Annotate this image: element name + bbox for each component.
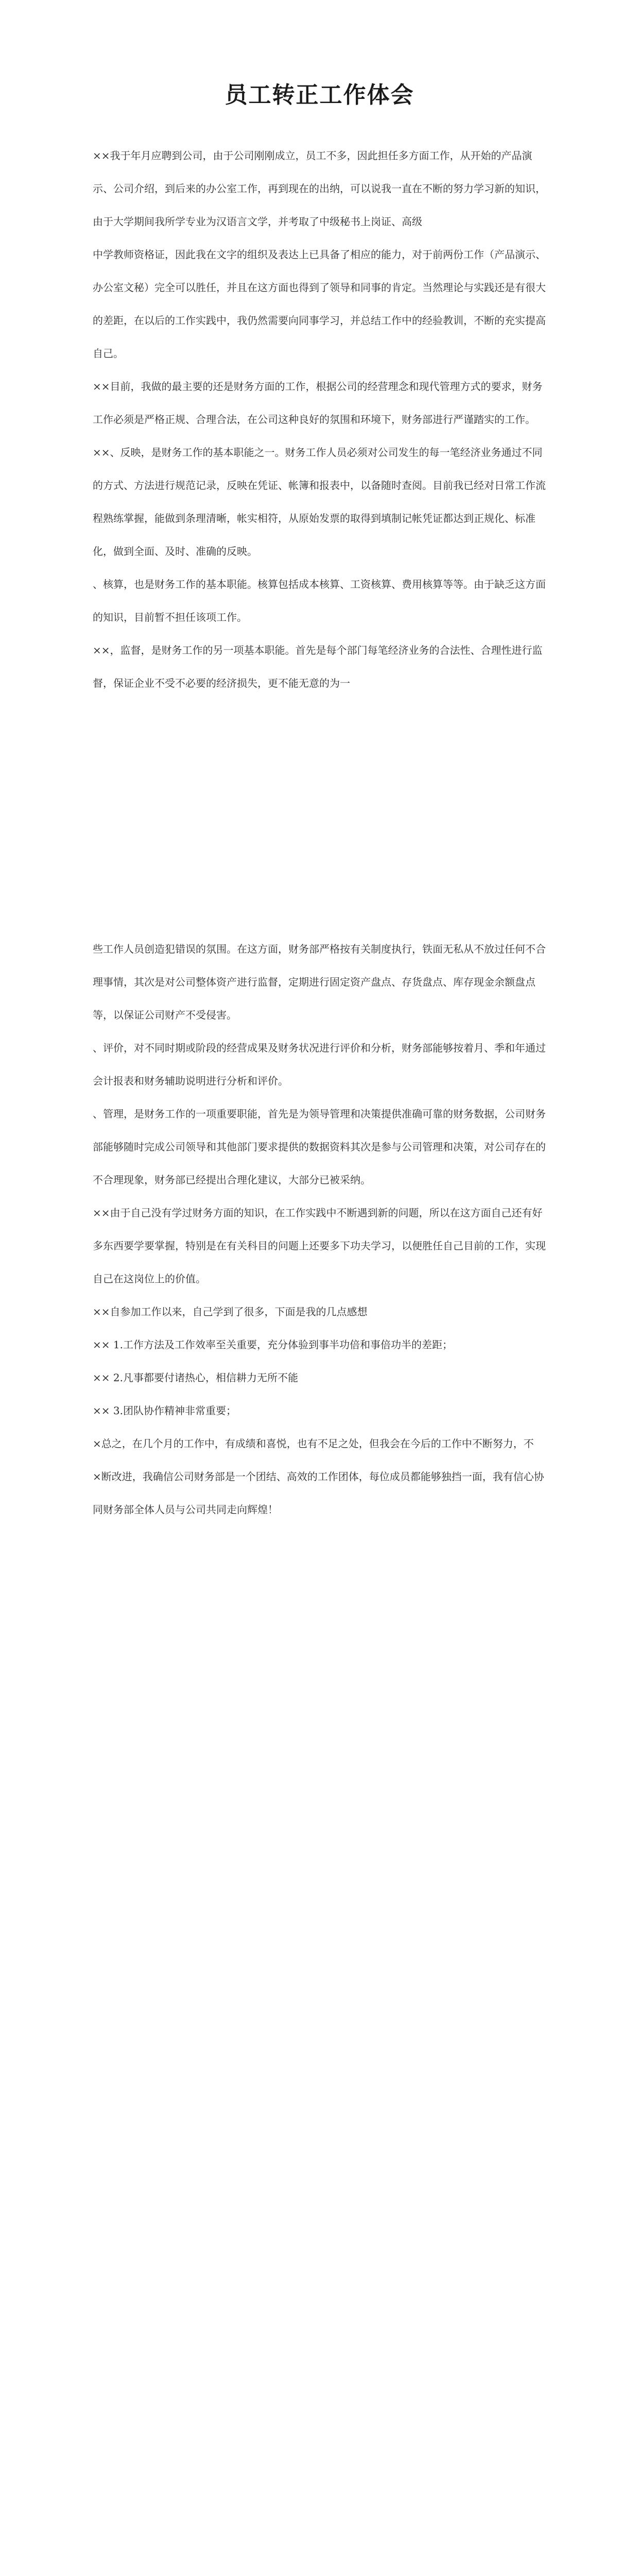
- paragraph: ××自参加工作以来，自己学到了很多，下面是我的几点感想: [93, 1306, 368, 1318]
- body-section-1: [93, 139, 546, 700]
- paragraph: ××由于自己没有学过财务方面的知识，在工作实践中不断遇到新的问题，所以在这方面自己还有好多东西要学要掌握，特别是在有关科目的问题上还要多下功夫学习，以便胜任自己目前的工作，实现自己在这岗位上的价值。: [93, 1207, 546, 1285]
- paragraph: ×断改进，我确信公司财务部是一个团结、高效的工作团体，每位成员都能够独挡一面，我有信心协同财务部全体人员与公司共同走向辉煌！: [93, 1470, 544, 1516]
- paragraph: 、评价，对不同时期或阶段的经营成果及财务状况进行评价和分析，财务部能够按着月、季和年通过会计报表和财务辅助说明进行分析和评价。: [93, 1042, 546, 1087]
- paragraph: 些工作人员创造犯错误的氛围。在这方面，财务部严格按有关制度执行，铁面无私从不放过任何不合理事情，其次是对公司整体资产进行监督，定期进行固定资产盘点、存货盘点、库存现金余额盘点等，以保证公司财产不受侵害。: [93, 943, 546, 1021]
- paragraph: 中学教师资格证，因此我在文字的组织及表达上已具备了相应的能力，对于前两份工作（产品演示、办公室文秘）完全可以胜任，并且在这方面也得到了领导和同事的肯定。当然理论与实践还是有很大的差距，在以后的工作实践中，我仍然需要向同事学习，并总结工作中的经验教训，不断的充实提高自己。: [93, 248, 546, 360]
- paragraph: ×总之，在几个月的工作中，有成绩和喜悦，也有不足之处，但我会在今后的工作中不断努力，不: [93, 1437, 534, 1450]
- paragraph: ×× 3.团队协作精神非常重要；: [93, 1404, 236, 1417]
- body-section-2: [93, 933, 546, 1526]
- paragraph: ×× 1.工作方法及工作效率至关重要，充分体验到事半功倍和事倍功半的差距；: [93, 1338, 453, 1351]
- paragraph: ××我于年月应聘到公司，由于公司刚刚成立，员工不多，因此担任多方面工作，从开始的产品演示、公司介绍，到后来的办公室工作，再到现在的出纳，可以说我一直在不断的努力学习新的知识，由于大学期间我所学专业为汉语言文学，并考取了中级秘书上岗证、高级: [93, 149, 546, 228]
- document-title: 员工转正工作体会: [224, 82, 415, 108]
- paragraph: ××、反映，是财务工作的基本职能之一。财务工作人员必须对公司发生的每一笔经济业务通过不同的方式、方法进行规范记录，反映在凭证、帐簿和报表中，以备随时查阅。目前我已经对日常工作流程熟练掌握，能做到条理清晰，帐实相符，从原始发票的取得到填制记帐凭证都达到正规化、标准化，做到全面、及时、准确的反映。: [93, 446, 546, 557]
- paragraph: ××目前，我做的最主要的还是财务方面的工作，根据公司的经营理念和现代管理方式的要求，财务工作必须是严格正规、合理合法，在公司这种良好的氛围和环境下，财务部进行严谨踏实的工作。: [93, 380, 543, 426]
- paragraph: 、核算，也是财务工作的基本职能。核算包括成本核算、工资核算、费用核算等等。由于缺乏这方面的知识，目前暂不担任该项工作。: [93, 578, 546, 623]
- paragraph: 、管理，是财务工作的一项重要职能，首先是为领导管理和决策提供准确可靠的财务数据，公司财务部能够随时完成公司领导和其他部门要求提供的数据资料其次是参与公司管理和决策，对公司存在的不合理现象，财务部已经提出合理化建议，大部分已被采纳。: [93, 1108, 546, 1186]
- paragraph: ×× 2.凡事都要付诸热心，相信耕力无所不能: [93, 1371, 298, 1384]
- paragraph: ××，监督，是财务工作的另一项基本职能。首先是每个部门每笔经济业务的合法性、合理性进行监督，保证企业不受不必要的经济损失，更不能无意的为一: [93, 644, 543, 689]
